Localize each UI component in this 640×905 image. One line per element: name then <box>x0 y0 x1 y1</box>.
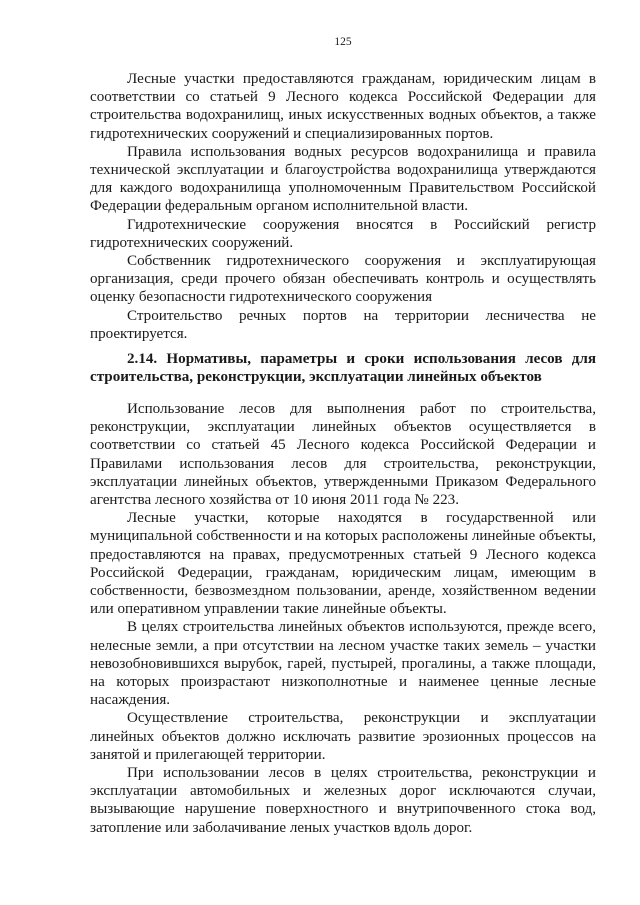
section-heading: 2.14. Нормативы, параметры и сроки использования лесов для строительства, реконструкции, эксплуатации линейных объектов <box>90 351 596 386</box>
section-heading-block <box>90 350 596 386</box>
paragraph: Использование лесов для выполнения работ по строительства, реконструкции, эксплуатации линейных объектов осуществляется в соответствии со статьей 45 Лесного кодекса Российской Федерации и Правилами использования лесов для строительства, реконструкции, эксплуатации линейных объектов, утвержденными Приказом Федерального агентства лесного хозяйства от 10 июня 2011 года № 223. <box>90 401 596 509</box>
page-number: 125 <box>334 36 352 48</box>
paragraph: Строительство речных портов на территории лесничества не проектируется. <box>90 307 596 342</box>
paragraph: Лесные участки, которые находятся в государственной или муниципальной собственности и на которых расположены линейные объекты, предоставляются на правах, предусмотренных статьей 9 Лесного кодекса Российской Федерации, гражданам, юридическим лицам, имеющим в собственности, безвозмездном пользовании, аренде, хозяйственном ведении или оперативном управлении такие линейные объекты. <box>90 510 596 618</box>
top-text-block <box>90 70 596 343</box>
paragraph: В целях строительства линейных объектов используются, прежде всего, нелесные земли, а при отсутствии на лесном участке таких земель – участки невозобновившихся вырубок, гарей, пустырей, прогалины, а также площади, на которых произрастают низкополнотные и наименее ценные лесные насаждения. <box>90 619 596 709</box>
paragraph: Лесные участки предоставляются гражданам, юридическим лицам в соответствии со статьей 9 Лесного кодекса Российской Федерации для строительства водохранилищ, иных искусственных водных объектов, а также гидротехнических сооружений и специализированных портов. <box>90 71 596 142</box>
paragraph: Собственник гидротехнического сооружения и эксплуатирующая организация, среди прочего обязан обеспечивать контроль и осуществлять оценку безопасности гидротехнического сооружения <box>90 253 596 306</box>
paragraph: Осуществление строительства, реконструкции и эксплуатации линейных объектов должно исключать развитие эрозионных процессов на занятой и прилегающей территории. <box>90 710 596 763</box>
paragraph: Правила использования водных ресурсов водохранилища и правила технической эксплуатации и благоустройства водохранилища утверждаются для каждого водохранилища уполномоченным Правительством Российской Федерации федеральным органом исполнительной власти. <box>90 143 596 215</box>
bottom-text-block <box>90 400 596 837</box>
paragraph: При использовании лесов в целях строительства, реконструкции и эксплуатации автомобильных и железных дорог исключаются случаи, вызывающие нарушение поверхностного и внутрипочвенного стока вод, затопление или заболачивание леных участков вдоль дорог. <box>90 765 596 836</box>
paragraph: Гидротехнические сооружения вносятся в Российский регистр гидротехнических сооружений. <box>90 216 596 251</box>
